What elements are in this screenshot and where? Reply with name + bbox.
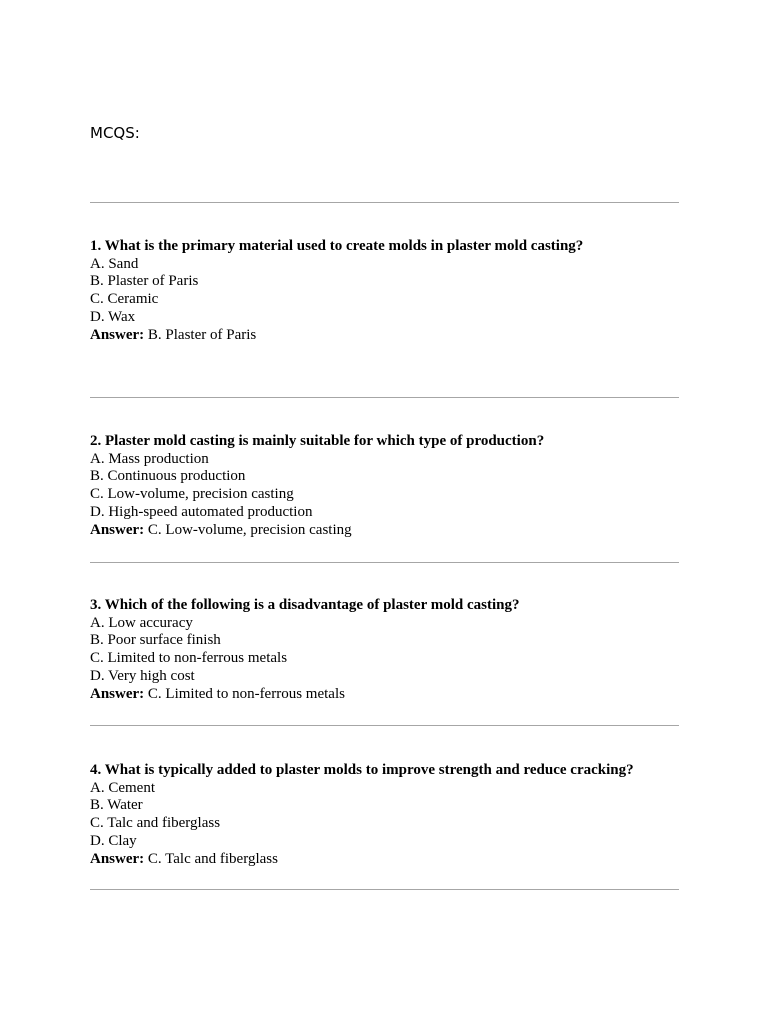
option-a: A. Low accuracy xyxy=(90,614,193,631)
option-c: C. Talc and fiberglass xyxy=(90,815,221,832)
answer-value: B. Plaster of Paris xyxy=(147,326,257,343)
option-a: A. Sand xyxy=(90,255,139,272)
page-heading: MCQS: xyxy=(90,124,140,142)
answer-label: Answer: xyxy=(90,521,145,538)
answer-line xyxy=(90,522,690,540)
question-text: 3. Which of the following is a disadvantage of plaster mold casting? xyxy=(90,597,520,613)
divider xyxy=(90,202,679,203)
question-block-4 xyxy=(90,762,690,868)
question-block-2 xyxy=(90,433,690,539)
option-b: B. Continuous production xyxy=(90,468,246,485)
answer-label: Answer: xyxy=(90,685,145,702)
option-c: C. Ceramic xyxy=(90,291,159,308)
answer-label: Answer: xyxy=(90,850,145,867)
answer-line xyxy=(90,686,690,704)
question-text: 4. What is typically added to plaster molds to improve strength and reduce cracking? xyxy=(90,762,634,778)
option-d: D. Clay xyxy=(90,832,137,849)
answer-label: Answer: xyxy=(90,326,145,343)
question-text: 1. What is the primary material used to create molds in plaster mold casting? xyxy=(90,238,584,254)
answer-line xyxy=(90,851,690,869)
option-b: B. Water xyxy=(90,797,143,814)
option-d: D. Wax xyxy=(90,308,136,325)
answer-line xyxy=(90,327,690,345)
option-b: B. Poor surface finish xyxy=(90,632,221,649)
divider xyxy=(90,725,679,726)
option-d: D. Very high cost xyxy=(90,667,195,684)
answer-value: C. Talc and fiberglass xyxy=(147,850,278,867)
option-c: C. Limited to non-ferrous metals xyxy=(90,650,288,667)
option-b: B. Plaster of Paris xyxy=(90,273,199,290)
option-a: A. Cement xyxy=(90,779,155,796)
question-block-3 xyxy=(90,597,690,703)
answer-value: C. Low-volume, precision casting xyxy=(147,521,352,538)
option-a: A. Mass production xyxy=(90,450,209,467)
question-block-1 xyxy=(90,238,690,344)
answer-value: C. Limited to non-ferrous metals xyxy=(147,685,345,702)
divider xyxy=(90,562,679,563)
divider xyxy=(90,397,679,398)
divider xyxy=(90,889,679,890)
option-d: D. High-speed automated production xyxy=(90,503,313,520)
question-text: 2. Plaster mold casting is mainly suitable for which type of production? xyxy=(90,433,545,449)
option-c: C. Low-volume, precision casting xyxy=(90,486,294,503)
